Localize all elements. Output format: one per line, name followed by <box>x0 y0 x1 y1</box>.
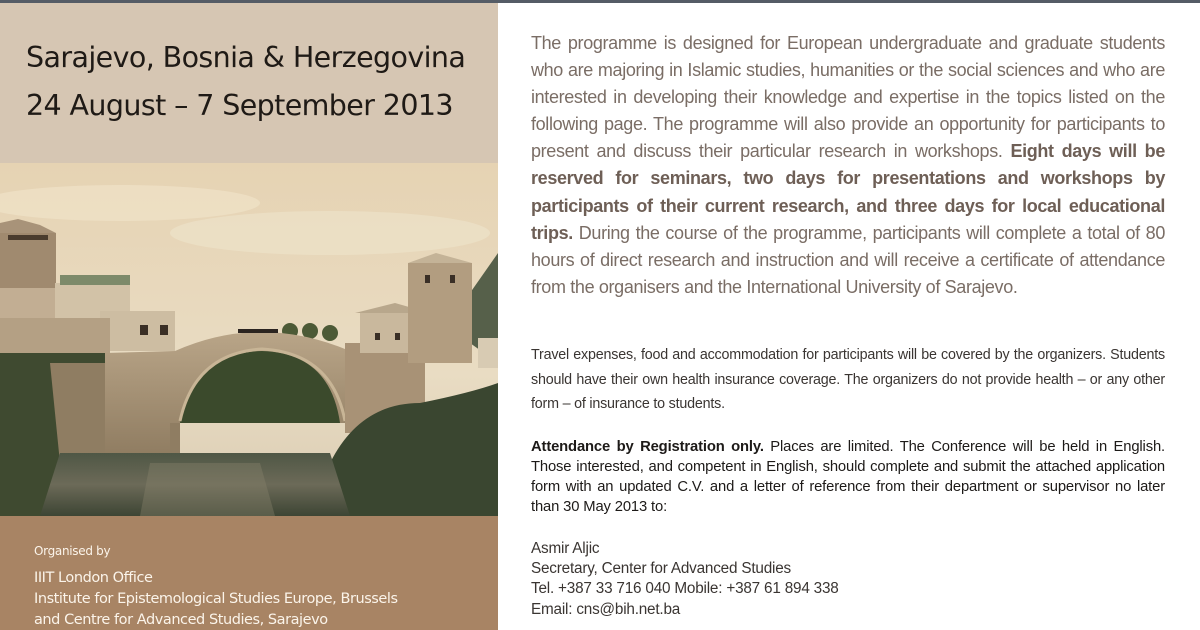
text-line: and submit the attached application form with an updated C.V. and a letter of <box>531 459 1165 495</box>
text-line: Places are limited. The Conference will be <box>763 439 1056 455</box>
programme-description <box>531 30 1165 301</box>
registration-paragraph <box>531 437 1165 517</box>
mostar-bridge-photo <box>0 163 498 516</box>
expenses-paragraph <box>531 343 1165 417</box>
text-line: held in English. Those interested, and competent in English, should complete <box>531 439 1165 475</box>
text-line: expertise in the topics listed on the following page. The programme will <box>531 87 1165 135</box>
text-line: attendance from the organisers and the International University of Sarajevo. <box>531 249 1166 297</box>
title-panel <box>0 3 498 163</box>
organisers-panel <box>0 516 498 630</box>
text-line: 80 hours of direct research and instruction and will receive a certificate of <box>531 222 1165 270</box>
contact-email[interactable]: Email: cns@bih.net.ba <box>531 600 681 618</box>
text-line: Travel expenses, food and accommodation for participants will be covered by the <box>531 347 1034 363</box>
location-title: Sarajevo, Bosnia & Herzegovina <box>26 41 466 74</box>
text-line: organizers. Students should have their own health insurance coverage. The organizers <box>531 347 1165 388</box>
text-line: The programme is designed for European undergraduate and graduate <box>531 33 1093 53</box>
text-line: also provide an opportunity for participants to present and discuss their <box>531 114 1165 162</box>
organiser-line: IIIT London Office <box>34 570 153 586</box>
contact-block <box>531 539 839 620</box>
registration-heading: Attendance by Registration only. <box>531 439 764 455</box>
organiser-line: and Centre for Advanced Studies, Sarajevo <box>34 612 328 628</box>
contact-name: Asmir Aljic <box>531 540 600 557</box>
text-line: particular research in workshops. <box>740 141 1011 162</box>
text-line: reference from their department or supervisor no later than 30 May 2013 to: <box>531 479 1165 515</box>
organised-by-label: Organised by <box>34 544 111 558</box>
left-column <box>0 3 498 630</box>
organiser-line: Institute for Epistemological Studies Europe, Brussels <box>34 591 398 607</box>
text-line: of their current research, and three days for local educational trips. <box>531 195 1165 243</box>
text-line: students who are majoring in Islamic studies, humanities or the social <box>531 33 1165 81</box>
text-line: seminars, two days for presentations and workshops by participants <box>531 168 1166 216</box>
text-line: do not provide health – or any other form – of insurance to students. <box>531 371 1165 412</box>
text-line: During the course of the programme, participants will complete a total of <box>578 222 1140 243</box>
text-line: Eight days will be reserved for <box>531 141 1165 189</box>
contact-role: Secretary, Center for Advanced Studies <box>531 560 791 578</box>
text-line: sciences and who are interested in developing their knowledge and <box>531 60 1165 108</box>
date-title: 24 August – 7 September 2013 <box>26 89 453 122</box>
contact-phone: Tel. +387 33 716 040 Mobile: +387 61 894 338 <box>531 580 839 598</box>
